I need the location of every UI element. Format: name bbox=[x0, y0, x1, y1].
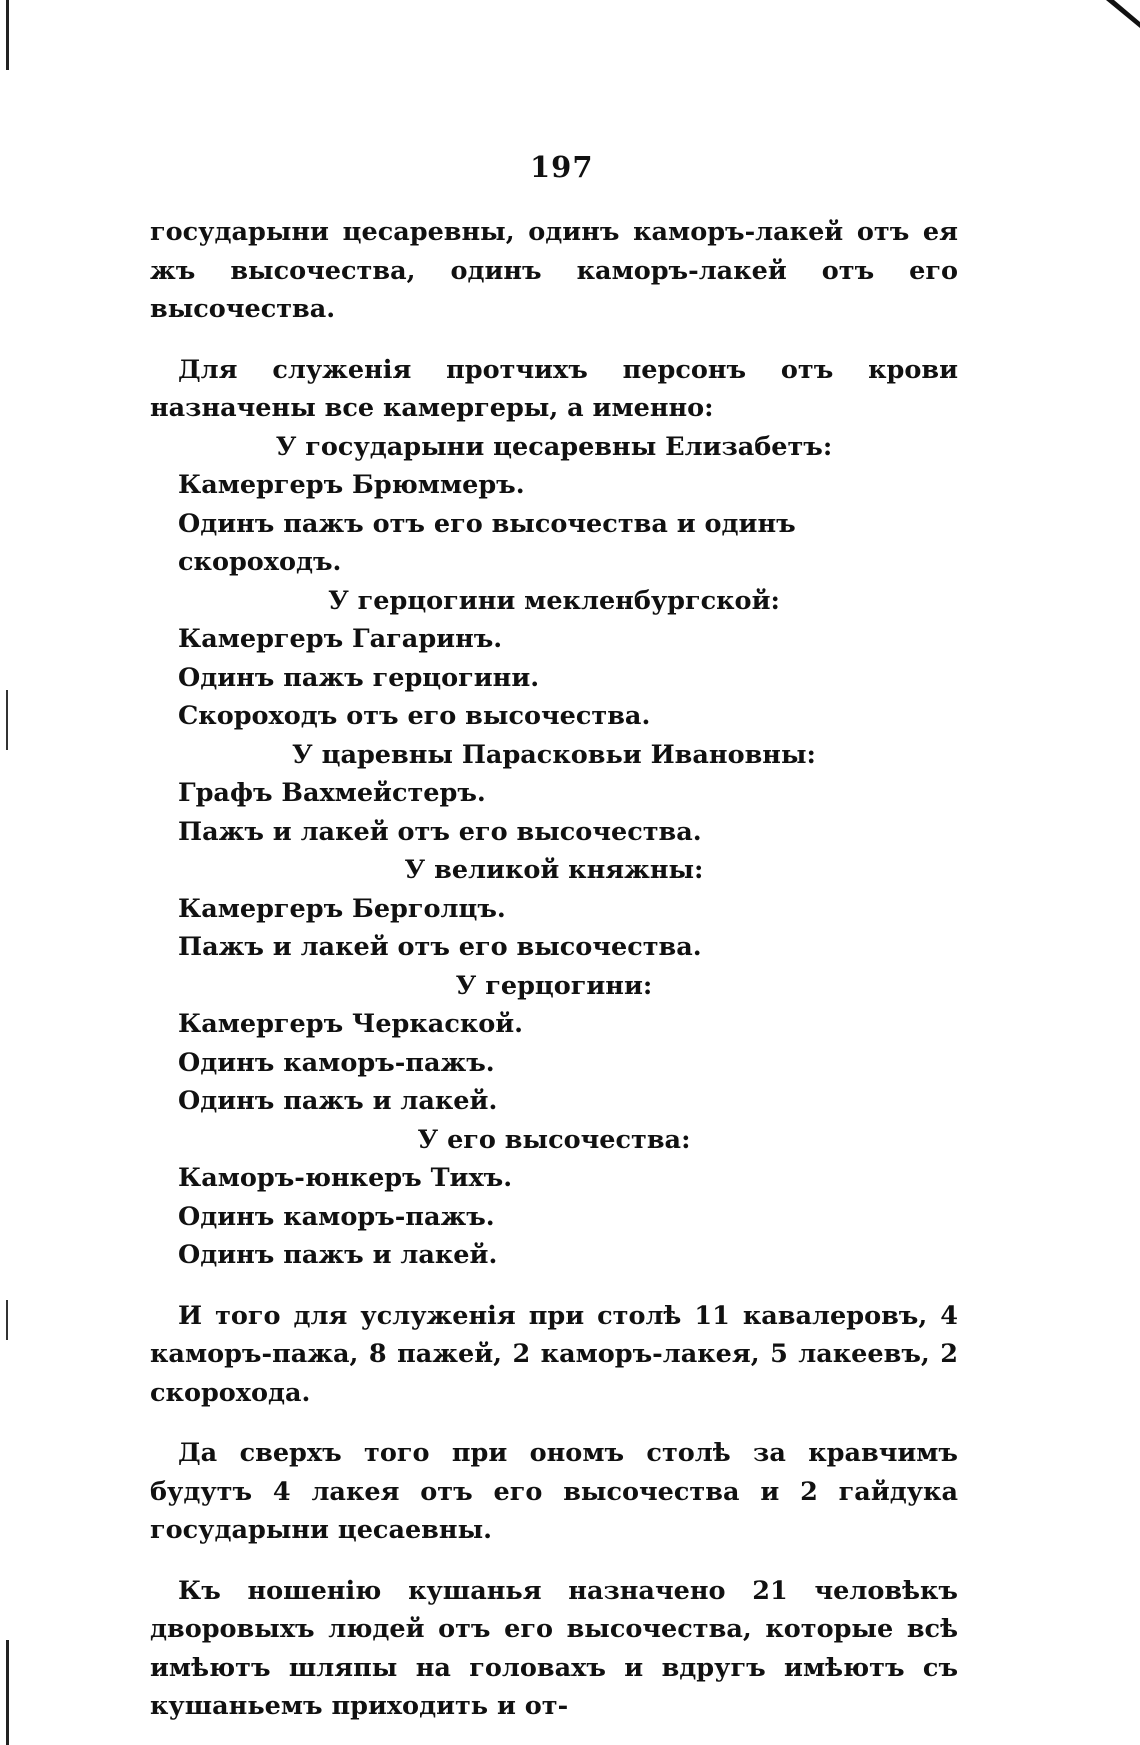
list-item: Камергеръ Брюммеръ. bbox=[178, 470, 525, 500]
list-item: Одинъ каморъ-пажъ. bbox=[178, 1201, 495, 1232]
list-item: Камергеръ Берголцъ. bbox=[178, 893, 506, 924]
section-heading: У герцогини мекленбургской: bbox=[328, 585, 780, 616]
paragraph: Къ ношенію кушанья назначено 21 человѣкъ дворовыхъ людей отъ его высочества, которые всѣ имѣютъ шляпы на головахъ и вдругъ имѣютъ съ кушаньемъ приходить и от- bbox=[150, 1575, 958, 1721]
paragraph: Да сверхъ того при ономъ столѣ за кравчимъ будутъ 4 лакея отъ его высочества и 2 гайдука государыни цесаевны. bbox=[150, 1438, 958, 1545]
scan-edge-mark bbox=[6, 0, 9, 70]
section-heading: У государыни цесаревны Елизабетъ: bbox=[275, 431, 833, 462]
section-heading: У его высочества: bbox=[417, 1124, 691, 1155]
page-body bbox=[150, 213, 958, 1726]
list-item: Одинъ каморъ-пажъ. bbox=[178, 1047, 495, 1078]
list-item: Графъ Вахмейстеръ. bbox=[178, 778, 486, 808]
paragraph: Для служенія протчихъ персонъ отъ крови назначены все камергеры, а именно: bbox=[150, 354, 958, 423]
page-number: 197 bbox=[530, 150, 594, 184]
list-item: Пажъ и лакей отъ его высочества. bbox=[178, 932, 702, 962]
list-item: Камергеръ Гагаринъ. bbox=[178, 624, 503, 654]
scan-edge-mark bbox=[6, 1640, 9, 1745]
section-heading: У царевны Парасковьи Ивановны: bbox=[292, 739, 816, 770]
paragraph: И того для услуженія при столѣ 11 кавалеровъ, 4 каморъ-пажа, 8 пажей, 2 каморъ-лакея, 5 лакеевъ, 2 скорохода. bbox=[150, 1300, 958, 1408]
list-item: Одинъ пажъ отъ его высочества и одинъ скороходъ. bbox=[178, 508, 796, 577]
list-item: Одинъ пажъ и лакей. bbox=[178, 1086, 498, 1116]
list-item: Одинъ пажъ и лакей. bbox=[178, 1240, 498, 1270]
scan-corner-mark bbox=[1070, 0, 1140, 40]
paragraph: государыни цесаревны, одинъ каморъ-лакей отъ ея жъ высочества, одинъ каморъ-лакей отъ его высочества. bbox=[150, 217, 958, 324]
list-item: Пажъ и лакей отъ его высочества. bbox=[178, 816, 702, 847]
list-item: Одинъ пажъ герцогини. bbox=[178, 662, 540, 693]
scan-edge-mark bbox=[6, 690, 8, 750]
list-item: Камергеръ Черкаской. bbox=[178, 1009, 524, 1039]
list-item: Скороходъ отъ его высочества. bbox=[178, 701, 651, 731]
section-heading: У герцогини: bbox=[455, 970, 653, 1001]
scan-edge-mark bbox=[6, 1300, 8, 1340]
list-item: Каморъ-юнкеръ Тихъ. bbox=[178, 1163, 513, 1193]
section-heading: У великой княжны: bbox=[404, 855, 704, 885]
